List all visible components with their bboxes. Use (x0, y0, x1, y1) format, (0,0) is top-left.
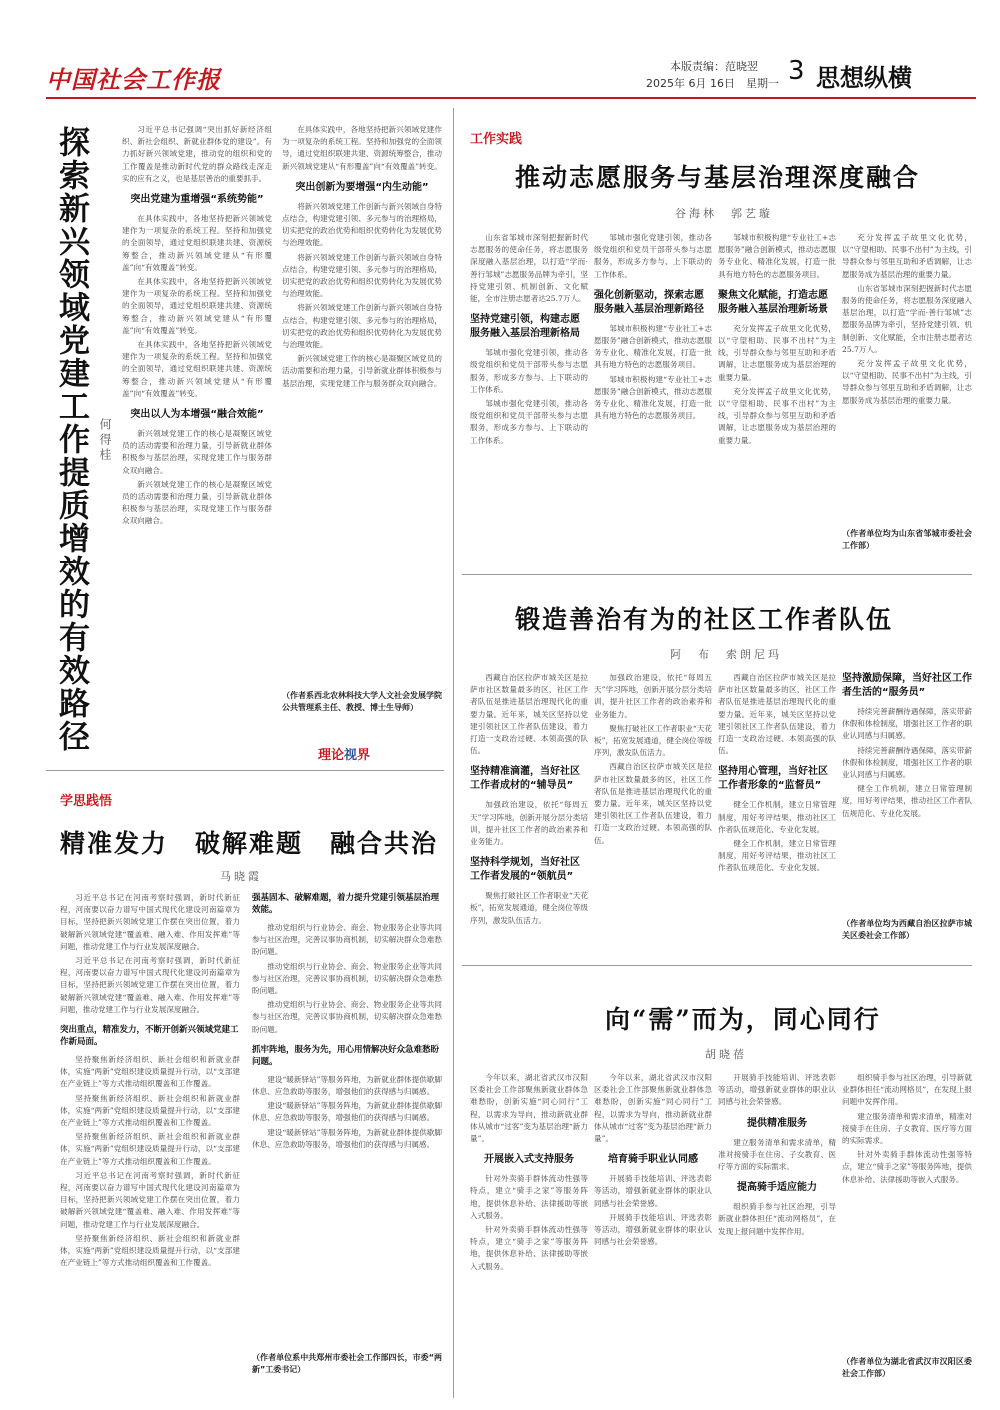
article-3-paragraph-4e: 充分发挥孟子故里文化优势，以“守望相助、民事不出村”为主线，引导群众参与邻里互助和矛盾调解，让志愿服务成为基层治理的重要力量。 (842, 359, 972, 405)
article-2-subhead-2: 强基固本、破解难题，着力提升党建引领基层治理效能。 (252, 893, 440, 915)
article-4-author: 阿 布 索朗尼玛 (670, 648, 782, 661)
masthead-rule (46, 97, 976, 99)
article-4-column-3 (718, 672, 836, 957)
article-5-paragraph-3: 开展骑手技能培训、评选表彰等活动，增强新就业群体的职业认同感与社会荣誉感。 (594, 1174, 712, 1208)
article-5-paragraph-5b: 组织骑手参与社区治理，引导新就业群体担任“流动网格员”，在发现上报问题中发挥作用。 (842, 1073, 972, 1107)
article-2-paragraph-1: 习近平总书记在河南考察时强调，新时代新征程，河南要以奋力谱写中国式现代化建设河南篇章为目标，坚持把新兴领域党建工作摆在突出位置，着力破解新兴领域党建“覆盖难、融入难、作用发挥难”等问题，推动党建工作与行业发展深度融合。 (60, 893, 240, 951)
article-2-subhead-1: 突出重点，精准发力，不断开创新兴领域党建工作新局面。 (60, 1025, 239, 1048)
article-3-title: 推动志愿服务与基层治理深度融合 (515, 163, 921, 192)
article-1-subhead-2: 突出创新为要增强“内生动能” (295, 181, 429, 193)
column-divider (453, 108, 454, 1398)
article-1-author: 何得桂 (98, 418, 112, 463)
article-3-paragraph-4: 充分发挥孟子故里文化优势，以“守望相助、民事不出村”为主线，引导群众参与邻里互助和矛盾调解，让志愿服务成为基层治理的重要力量。 (718, 323, 836, 382)
article-2-paragraph-3: 推动党组织与行业协会、商会、物业服务企业等共同参与社区治理，完善议事协商机制，切实解决群众急难愁盼问题。 (252, 923, 442, 957)
article-4-paragraph-3: 聚焦打破社区工作者职业“天花板”，拓宽发展通道，健全岗位等级序列，激发队伍活力。 (470, 891, 588, 925)
article-5-paragraph-2b: 针对外卖骑手群体流动性强等特点，建立“骑手之家”等服务阵地，提供休息补给、法律援助等嵌入式服务。 (470, 1225, 588, 1271)
article-5-column-2 (594, 1072, 712, 1397)
article-3-kicker: 工作实践 (470, 132, 523, 147)
article-3-paragraph-2c: 邹城市强化党建引领，推动各级党组织和党员干部带头参与志愿服务，形成多方参与、上下联动的工作体系。 (594, 233, 712, 279)
article-5-paragraph-4: 建立服务清单和需求清单，精准对接骑手在住房、子女教育、医疗等方面的实际需求。 (718, 1137, 836, 1172)
article-1-column-2 (282, 124, 442, 684)
article-3-paragraph-4b: 充分发挥孟子故里文化优势，以“守望相助、民事不出村”为主线，引导群众参与邻里互助和矛盾调解，让志愿服务成为基层治理的重要力量。 (718, 386, 836, 445)
article-4-paragraph-2: 加强政治建设，依托“每周五天”学习阵地，创新开展分层分类培训，提升社区工作者的政治素养和业务能力。 (470, 800, 588, 847)
article-3-paragraph-3: 邹城市积极构建“专业社工+志愿服务”融合创新模式，推动志愿服务专业化、精准化发展，打造一批具有地方特色的志愿服务项目。 (594, 323, 712, 370)
article-4-paragraph-1: 西藏自治区拉萨市城关区是拉萨市社区数量最多的区，社区工作者队伍是推进基层治理现代化的重要力量。近年来，城关区坚持以党建引领社区工作者队伍建设，着力打造一支政治过硬、本领高强的队伍。 (470, 673, 588, 756)
article-5-paragraph-5: 组织骑手参与社区治理，引导新就业群体担任“流动网格员”，在发现上报问题中发挥作用。 (718, 1202, 836, 1236)
article-3-subhead-1: 坚持党建引领，构建志愿服务融入基层治理新格局 (470, 314, 580, 340)
article-1-paragraph-3: 新兴领域党建工作的核心是凝聚区域党员的活动需要和治理力量，引导新就业群体积极参与基层治理，实现党建工作与服务群众双向融合。 (122, 429, 272, 475)
issue-date: 2025年 6月 16日 星期一 (646, 77, 779, 90)
article-4-column-1 (470, 672, 588, 957)
article-2-kicker: 学思践悟 (60, 794, 113, 809)
article-3-paragraph-3c: 邹城市积极构建“专业社工+志愿服务”融合创新模式，推动志愿服务专业化、精准化发展，打造一批具有地方特色的志愿服务项目。 (718, 233, 836, 279)
article-4-subhead-3: 坚持用心管理，当好社区工作者形象的“监督员” (718, 766, 828, 792)
editor-credit: 本版责编：范晓翌 (670, 60, 758, 73)
article-4-subhead-1: 坚持精准滴灌，当好社区工作者成材的“辅导员” (470, 766, 580, 792)
article-1-author-note: （作者系西北农林科技大学人文社会发展学院公共管理系主任、教授、博士生导师） (282, 691, 442, 712)
article-3-paragraph-3b: 邹城市积极构建“专业社工+志愿服务”融合创新模式，推动志愿服务专业化、精准化发展，打造一批具有地方特色的志愿服务项目。 (594, 374, 712, 421)
article-4-paragraph-1c: 西藏自治区拉萨市城关区是拉萨市社区数量最多的区，社区工作者队伍是推进基层治理现代化的重要力量。近年来，城关区坚持以党建引领社区工作者队伍建设，着力打造一支政治过硬、本领高强的队伍。 (718, 673, 836, 756)
article-5-paragraph-3c: 开展骑手技能培训、评选表彰等活动，增强新就业群体的职业认同感与社会荣誉感。 (718, 1073, 836, 1107)
article-3-paragraph-4c: 充分发挥孟子故里文化优势，以“守望相助、民事不出村”为主线，引导群众参与邻里互助和矛盾调解，让志愿服务成为基层治理的重要力量。 (842, 233, 972, 279)
article-3-column-4 (842, 232, 972, 522)
article-5-subhead-2: 培育骑手职业认同感 (608, 1154, 698, 1166)
tag-part-2: 视 (344, 748, 358, 763)
article-4-paragraph-4: 健全工作机制，建立日常管理制度，用好考评结果，推动社区工作者队伍规范化、专业化发展。 (718, 800, 836, 834)
article-5-paragraph-1: 今年以来，湖北省武汉市汉阳区委社会工作部聚焦新就业群体急难愁盼，创新实施“同心同行”工程，以需求为导向，推动新就业群体从城市“过客”变为基层治理“新力量”。 (470, 1073, 588, 1144)
masthead-info (610, 58, 970, 98)
article-2-column-1 (60, 892, 240, 1392)
article-4-title: 锻造善治有为的社区工作者队伍 (515, 605, 894, 634)
article-1-note-block (282, 690, 442, 734)
article-5-paragraph-2c: 针对外卖骑手群体流动性强等特点，建立“骑手之家”等服务阵地，提供休息补给、法律援助等嵌入式服务。 (842, 1150, 972, 1184)
section-divider-right-1 (462, 574, 972, 575)
article-2-column-2 (252, 892, 442, 1348)
theory-vision-tag (318, 744, 370, 763)
section-name: 思想纵横 (816, 64, 912, 92)
article-2-author: 马晓霞 (220, 870, 262, 883)
article-3-column-3 (718, 232, 836, 562)
article-5-column-3 (718, 1072, 836, 1397)
article-1-paragraph-2a: 在具体实践中，各地坚持把新兴领域党建作为一项复杂的系统工程。坚持和加强党的全面领导，通过党组织联建共建、资源统筹整合，推动新兴领域党建从“有形覆盖”向“有效覆盖”转变。 (282, 125, 442, 171)
article-4-subhead-4: 坚持激励保障，当好社区工作者生活的“服务员” (842, 673, 972, 698)
article-1-title: 探索新兴领域党建工作提质增效的有效路径 (53, 126, 89, 753)
article-3-paragraph-2: 邹城市强化党建引领，推动各级党组织和党员干部带头参与志愿服务，形成多方参与、上下联动的工作体系。 (470, 348, 588, 394)
article-4-column-4 (842, 672, 972, 912)
article-3-author-note: （作者单位均为山东省邹城市委社会工作部） (842, 529, 972, 550)
article-3-paragraph-1: 山东省邹城市深刻把握新时代志愿服务的使命任务，将志愿服务深度融入基层治理，以打造“学而·善行邹城”志愿服务品牌为牵引，坚持党建引领、机制创新、文化赋能，全市注册志愿者达25.7万人。 (470, 233, 588, 304)
article-3-note-block (842, 528, 972, 568)
article-4-paragraph-5c: 健全工作机制，建立日常管理制度，用好考评结果，推动社区工作者队伍规范化、专业化发展。 (842, 784, 972, 818)
article-2-paragraph-4c: 建设“暖新驿站”等服务阵地，为新就业群体提供歇脚休息、应急救助等服务，增强他们的获得感与归属感。 (252, 1127, 442, 1149)
article-2-paragraph-2b: 坚持聚焦新经济组织、新社会组织和新就业群体，实施“两新”党组织建设质量提升行动，以“支部建在产业链上”等方式推动组织覆盖和工作覆盖。 (60, 1093, 240, 1128)
article-4-note-block (842, 918, 972, 958)
article-5-author: 胡晓蓓 (705, 1048, 747, 1061)
article-2-paragraph-2c: 坚持聚焦新经济组织、新社会组织和新就业群体，实施“两新”党组织建设质量提升行动，以“支部建在产业链上”等方式推动组织覆盖和工作覆盖。 (60, 1132, 240, 1166)
article-3-subhead-2: 强化创新驱动，探索志愿服务融入基层治理新路径 (594, 289, 704, 315)
article-1-column-1 (122, 124, 272, 764)
article-5-note-block (842, 1356, 972, 1396)
article-3-column-2 (594, 232, 712, 562)
article-5-column-4 (842, 1072, 972, 1352)
article-4-paragraph-5b: 持续完善薪酬待遇保障，落实带薪休假和体检制度，增强社区工作者的职业认同感与归属感。 (842, 745, 972, 780)
article-2-paragraph-4: 建设“暖新驿站”等服务阵地，为新就业群体提供歇脚休息、应急救助等服务，增强他们的获得感与归属感。 (252, 1074, 442, 1097)
article-2-author-note: （作者单位系中共郑州市委社会工作部四长，市委“两新”工委书记） (252, 1353, 442, 1374)
article-1-paragraph-2d: 新兴领域党建工作的核心是凝聚区域党员的活动需要和治理力量，引导新就业群体积极参与基层治理，实现党建工作与服务群众双向融合。 (282, 354, 442, 388)
article-5-subhead-1: 开展嵌入式支持服务 (484, 1154, 574, 1166)
article-2-paragraph-3c: 推动党组织与行业协会、商会、物业服务企业等共同参与社区治理，完善议事协商机制，切实解决群众急难愁盼问题。 (252, 1000, 442, 1034)
article-4-paragraph-4b: 健全工作机制，建立日常管理制度，用好考评结果，推动社区工作者队伍规范化、专业化发展。 (718, 839, 836, 873)
article-1-paragraph-2: 将新兴领域党建工作创新与新兴领域自身特点结合，构建党建引领、多元参与的治理格局，切实把党的政治优势和组织优势转化为发展优势与治理效能。 (282, 201, 442, 248)
article-2-paragraph-3b: 推动党组织与行业协会、商会、物业服务企业等共同参与社区治理，完善议事协商机制，切实解决群众急难愁盼问题。 (252, 961, 442, 996)
article-5-paragraph-4b: 建立服务清单和需求清单，精准对接骑手在住房、子女教育、医疗等方面的实际需求。 (842, 1111, 972, 1146)
article-3-column-1 (470, 232, 588, 562)
article-2-paragraph-2: 坚持聚焦新经济组织、新社会组织和新就业群体，实施“两新”党组织建设质量提升行动，以“支部建在产业链上”等方式推动组织覆盖和工作覆盖。 (60, 1055, 240, 1089)
tag-part-1: 理论 (318, 748, 345, 763)
article-3-author: 谷海林 郭艺璇 (675, 207, 773, 220)
article-3-paragraph-4d: 山东省邹城市深刻把握新时代志愿服务的使命任务，将志愿服务深度融入基层治理，以打造“学而·善行邹城”志愿服务品牌为牵引，坚持党建引领、机制创新、文化赋能，全市注册志愿者达25.7万人。 (842, 283, 972, 354)
article-5-paragraph-1b: 今年以来，湖北省武汉市汉阳区委社会工作部聚焦新就业群体急难愁盼，创新实施“同心同行”工程，以需求为导向，推动新就业群体从城市“过客”变为基层治理“新力量”。 (594, 1073, 712, 1144)
article-2-note-block (252, 1352, 442, 1392)
article-4-paragraph-5: 持续完善薪酬待遇保障，落实带薪休假和体检制度，增强社区工作者的职业认同感与归属感。 (842, 707, 972, 741)
article-4-author-note: （作者单位均为西藏自治区拉萨市城关区委社会工作部） (842, 919, 972, 940)
article-1-paragraph-2c: 将新兴领域党建工作创新与新兴领域自身特点结合，构建党建引领、多元参与的治理格局，切实把党的政治优势和组织优势转化为发展优势与治理效能。 (282, 303, 442, 350)
section-divider-left (46, 770, 444, 771)
article-1-subhead-3: 突出以人为本增强“融合效能” (130, 409, 264, 421)
article-4-paragraph-1b: 西藏自治区拉萨市城关区是拉萨市社区数量最多的区，社区工作者队伍是推进基层治理现代化的重要力量。近年来，城关区坚持以党建引领社区工作者队伍建设，着力打造一支政治过硬、本领高强的队伍。 (594, 762, 712, 845)
article-2-subhead-3: 抓牢阵地，服务为先，用心用情解决好众急难愁盼问题。 (252, 1044, 440, 1067)
article-4-column-2 (594, 672, 712, 957)
article-5-subhead-4: 提高骑手适应能力 (737, 1182, 817, 1194)
article-2-paragraph-4b: 建设“暖新驿站”等服务阵地，为新就业群体提供歇脚休息、应急救助等服务，增强他们的获得感与归属感。 (252, 1101, 442, 1123)
article-2-paragraph-2e: 坚持聚焦新经济组织、新社会组织和新就业群体，实施“两新”党组织建设质量提升行动，以“支部建在产业链上”等方式推动组织覆盖和工作覆盖。 (60, 1233, 240, 1268)
article-1-paragraph-1b: 在具体实践中，各地坚持把新兴领域党建作为一项复杂的系统工程。坚持和加强党的全面领导，通过党组织联建共建、资源统筹整合，推动新兴领域党建从“有形覆盖”向“有效覆盖”转变。 (122, 277, 272, 335)
article-1-subhead-1: 突出党建为重增强“系统势能” (130, 194, 264, 206)
tag-part-3: 界 (357, 748, 371, 763)
section-divider-right-2 (462, 965, 972, 966)
article-1-paragraph-3b: 新兴领域党建工作的核心是凝聚区域党员的活动需要和治理力量，引导新就业群体积极参与基层治理，实现党建工作与服务群众双向融合。 (122, 479, 272, 526)
article-2-paragraph-1b: 习近平总书记在河南考察时强调，新时代新征程，河南要以奋力谱写中国式现代化建设河南篇章为目标，坚持把新兴领域党建工作摆在突出位置，着力破解新兴领域党建“覆盖难、融入难、作用发挥难”等问题，推动党建工作与行业发展深度融合。 (60, 956, 240, 1014)
article-1-paragraph-1: 在具体实践中，各地坚持把新兴领域党建作为一项复杂的系统工程。坚持和加强党的全面领导，通过党组织联建共建、资源统筹整合，推动新兴领域党建从“有形覆盖”向“有效覆盖”转变。 (122, 214, 272, 272)
article-1-paragraph-2b: 将新兴领域党建工作创新与新兴领域自身特点结合，构建党建引领、多元参与的治理格局，切实把党的政治优势和组织优势转化为发展优势与治理效能。 (282, 252, 442, 299)
article-3-paragraph-2b: 邹城市强化党建引领，推动各级党组织和党员干部带头参与志愿服务，形成多方参与、上下联动的工作体系。 (470, 399, 588, 445)
article-3-subhead-3: 聚焦文化赋能，打造志愿服务融入基层治理新场景 (718, 289, 828, 315)
article-2-title: 精准发力 破解难题 融合共治 (60, 829, 439, 858)
article-1-paragraph-1c: 在具体实践中，各地坚持把新兴领域党建作为一项复杂的系统工程。坚持和加强党的全面领导，通过党组织联建共建、资源统筹整合，推动新兴领域党建从“有形覆盖”向“有效覆盖”转变。 (122, 340, 272, 398)
article-4-subhead-2: 坚持科学规划，当好社区工作者发展的“领航员” (470, 857, 580, 883)
article-4-paragraph-3b: 聚焦打破社区工作者职业“天花板”，拓宽发展通道，健全岗位等级序列，激发队伍活力。 (594, 723, 712, 758)
article-5-author-note: （作者单位为湖北省武汉市汉阳区委社会工作部） (842, 1357, 972, 1378)
page-number: 3 (788, 56, 805, 86)
article-2-paragraph-2d: 习近平总书记在河南考察时强调，新时代新征程，河南要以奋力谱写中国式现代化建设河南篇章为目标，坚持把新兴领域党建工作摆在突出位置，着力破解新兴领域党建“覆盖难、融入难、作用发挥难”等问题，推动党建工作与行业发展深度融合。 (60, 1170, 240, 1229)
article-5-title: 向“需”而为，同心同行 (605, 1005, 881, 1034)
article-5-paragraph-3b: 开展骑手技能培训、评选表彰等活动，增强新就业群体的职业认同感与社会荣誉感。 (594, 1212, 712, 1247)
newspaper-logo: 中国社会工作报 (46, 65, 221, 94)
article-5-column-1 (470, 1072, 588, 1397)
article-5-paragraph-2: 针对外卖骑手群体流动性强等特点，建立“骑手之家”等服务阵地，提供休息补给、法律援助等嵌入式服务。 (470, 1174, 588, 1220)
article-5-subhead-3: 提供精准服务 (747, 1117, 807, 1129)
article-4-paragraph-2b: 加强政治建设，依托“每周五天”学习阵地，创新开展分层分类培训，提升社区工作者的政治素养和业务能力。 (594, 673, 712, 719)
article-1-lead: 习近平总书记强调“突出抓好新经济组织、新社会组织、新就业群体党的建设”。有力抓好新兴领域党建，推动党的组织和党的工作覆盖是推动新时代党的群众路线走深走实的应有之义，也是基层善治的重要抓手。 (122, 125, 272, 183)
